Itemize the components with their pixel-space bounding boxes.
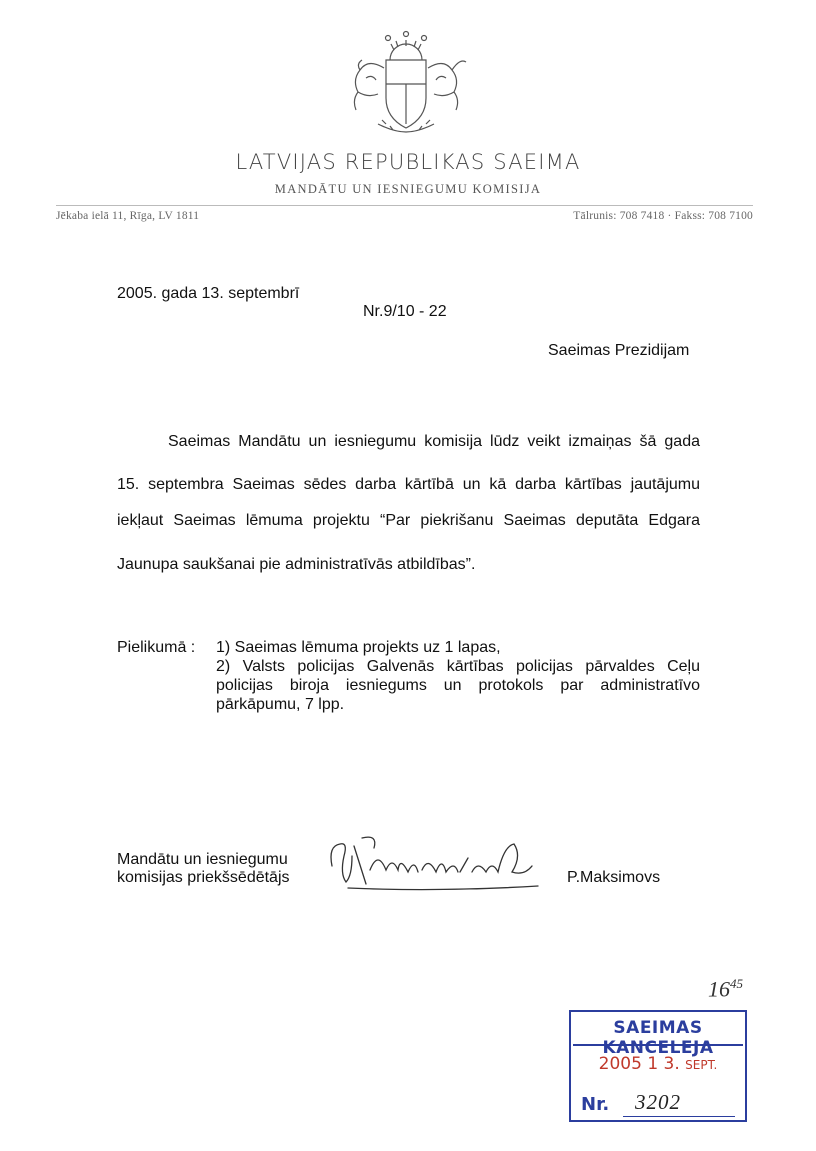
paragraph-line-3: iekļaut Saeimas lēmuma projektu “Par piekrišanu Saeimas deputāta Edgara bbox=[117, 512, 700, 529]
letterhead-title: LATVIJAS REPUBLIKAS SAEIMA bbox=[235, 150, 581, 174]
signatory-title-line-1: Mandātu un iesniegumu bbox=[117, 851, 288, 868]
stamp-number-label: Nr. bbox=[581, 1094, 610, 1115]
letter-number: Nr.9/10 - 22 bbox=[363, 303, 447, 320]
paragraph-line-2: 15. septembra Saeimas sēdes darba kārtībā un kā darba kārtības jautājumu bbox=[117, 476, 700, 493]
handwritten-signature bbox=[318, 826, 548, 896]
attachments-list bbox=[216, 638, 700, 714]
stamp-title: SAEIMAS KANCELEJA bbox=[602, 1018, 714, 1058]
letter-addressee: Saeimas Prezidijam bbox=[548, 342, 690, 359]
latvian-coat-of-arms-icon bbox=[338, 28, 474, 136]
stamp-date: 2005 1 3. SEPT. bbox=[598, 1054, 718, 1074]
stamp-number-line bbox=[623, 1116, 735, 1117]
registration-stamp bbox=[569, 1010, 747, 1122]
letterhead-phone-fax: Tālrunis: 708 7418 · Fakss: 708 7100 bbox=[573, 210, 753, 222]
letterhead-divider bbox=[56, 205, 753, 206]
letterhead-subtitle: MANDĀTU UN IESNIEGUMU KOMISIJA bbox=[274, 182, 542, 196]
attachment-item-2: 2) Valsts policijas Galvenās kārtības policijas pārvaldes Ceļu policijas biroja iesniegums un protokols par administratīvo pārkāpumu, 7 lpp. bbox=[216, 658, 700, 713]
letterhead-address: Jēkaba ielā 11, Rīga, LV 1811 bbox=[56, 210, 200, 222]
paragraph-line-1: Saeimas Mandātu un iesniegumu komisija lūdz veikt izmaiņas šā gada bbox=[168, 433, 700, 450]
paragraph-line-4: Jaunupa saukšanai pie administratīvās atbildības”. bbox=[117, 556, 476, 573]
signatory-name: P.Maksimovs bbox=[567, 869, 661, 886]
attachment-item-1: 1) Saeimas lēmuma projekts uz 1 lapas, bbox=[216, 639, 501, 656]
stamp-number-value: 3202 bbox=[635, 1090, 681, 1114]
letter-date: 2005. gada 13. septembrī bbox=[117, 285, 300, 302]
attachments-label: Pielikumā : bbox=[117, 639, 196, 656]
signatory-title-line-2: komisijas priekšsēdētājs bbox=[117, 869, 290, 886]
handwritten-registration-time: $16^{45}$ bbox=[708, 976, 743, 1002]
stamp-divider bbox=[573, 1044, 743, 1046]
